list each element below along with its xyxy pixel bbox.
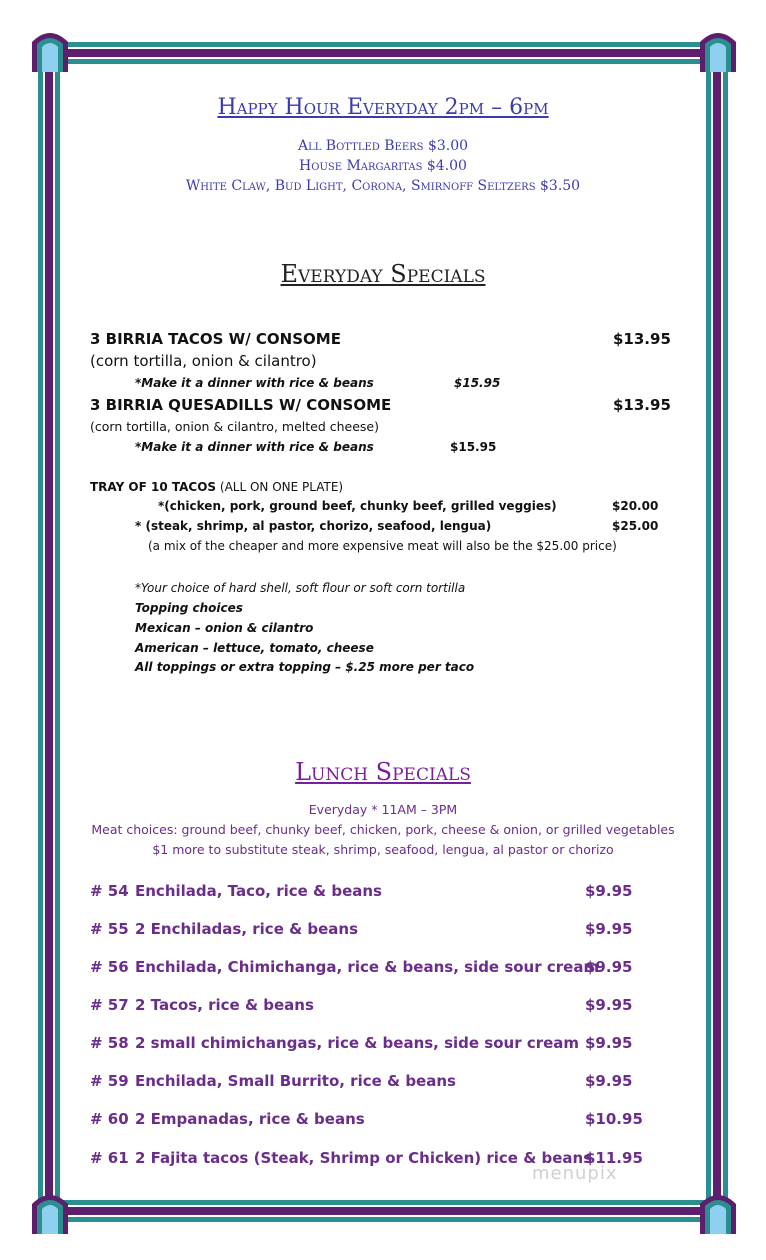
everyday-specials-title: Everyday Specials [280,260,486,288]
item-number: # 57 [90,996,129,1014]
tray-option-standard: *(chicken, pork, ground beef, chunky beef, grilled veggies) [158,499,557,513]
happy-hour-line: All Bottled Beers $3.00 [297,138,469,154]
item-number: # 56 [90,958,129,976]
birria-tacos-dinner-price: $15.95 [454,376,501,390]
item-description: Enchilada, Chimichanga, rice & beans, side sour cream [135,958,600,976]
tray-mix-note: (a mix of the cheaper and more expensive meat will also be the $25.00 price) [148,539,617,553]
topping-choices-heading: Topping choices [135,601,243,615]
topping-american: American – lettuce, tomato, cheese [135,641,374,655]
item-description: 2 Tacos, rice & beans [135,996,314,1014]
tray-name-note: (ALL ON ONE PLATE) [216,480,344,494]
item-description: 2 small chimichangas, rice & beans, side sour cream [135,1034,580,1052]
frame-right-border [706,58,728,1208]
item-price: $9.95 [585,996,633,1014]
corner-ornament-top-right [698,28,738,72]
item-number: # 55 [90,920,129,938]
item-number: # 60 [90,1110,129,1128]
corner-ornament-top-left [30,28,70,72]
topping-mexican: Mexican – onion & cilantro [135,621,314,635]
birria-tacos-dinner-option: *Make it a dinner with rice & beans [135,376,374,390]
item-price: $9.95 [585,1072,633,1090]
frame-top-border [58,42,708,64]
item-price: $10.95 [585,1110,643,1128]
lunch-substitute-note: $1 more to substitute steak, shrimp, seafood, lengua, al pastor or chorizo [152,842,614,857]
birria-quesadills-dinner-price: $15.95 [450,440,497,454]
corner-ornament-bottom-left [30,1190,70,1234]
item-description: 2 Fajita tacos (Steak, Shrimp or Chicken) rice & beans [135,1149,593,1167]
lunch-specials-title: Lunch Specials [295,758,471,786]
item-number: # 54 [90,882,129,900]
tray-heading [90,480,343,494]
birria-quesadills-price: $13.95 [613,396,671,414]
item-description: Enchilada, Small Burrito, rice & beans [135,1072,456,1090]
lunch-meat-choices: Meat choices: ground beef, chunky beef, chicken, pork, cheese & onion, or grilled vegetables [91,822,675,837]
item-price: $9.95 [585,920,633,938]
item-price: $9.95 [585,1034,633,1052]
happy-hour-line: White Claw, Bud Light, Corona, Smirnoff Seltzers $3.50 [185,178,581,194]
birria-quesadills-name: 3 BIRRIA QUESADILLS W/ CONSOME [90,396,392,414]
tray-option-premium-price: $25.00 [612,519,659,533]
extra-topping-note: All toppings or extra topping – $.25 more per taco [135,660,475,674]
item-price: $9.95 [585,882,633,900]
lunch-hours: Everyday * 11AM – 3PM [308,802,458,817]
birria-tacos-name: 3 BIRRIA TACOS W/ CONSOME [90,330,341,348]
item-price: $9.95 [585,958,633,976]
item-description: Enchilada, Taco, rice & beans [135,882,382,900]
happy-hour-line: House Margaritas $4.00 [299,158,467,174]
item-number: # 58 [90,1034,129,1052]
item-number: # 59 [90,1072,129,1090]
item-price: $11.95 [585,1149,643,1167]
birria-tacos-description: (corn tortilla, onion & cilantro) [90,352,317,370]
frame-bottom-border [58,1200,708,1222]
birria-quesadills-description: (corn tortilla, onion & cilantro, melted cheese) [90,419,379,434]
corner-ornament-bottom-right [698,1190,738,1234]
birria-quesadills-dinner-option: *Make it a dinner with rice & beans [135,440,374,454]
tray-option-standard-price: $20.00 [612,499,659,513]
tray-option-premium: * (steak, shrimp, al pastor, chorizo, seafood, lengua) [135,519,492,533]
tray-name: TRAY OF 10 TACOS [90,480,217,494]
happy-hour-title: Happy Hour Everyday 2pm – 6pm [217,95,549,120]
tortilla-choice-note: *Your choice of hard shell, soft flour or soft corn tortilla [135,581,466,595]
item-number: # 61 [90,1149,129,1167]
frame-left-border [38,58,60,1208]
item-description: 2 Enchiladas, rice & beans [135,920,359,938]
watermark: menupix [532,1163,618,1184]
birria-tacos-price: $13.95 [613,330,671,348]
item-description: 2 Empanadas, rice & beans [135,1110,365,1128]
